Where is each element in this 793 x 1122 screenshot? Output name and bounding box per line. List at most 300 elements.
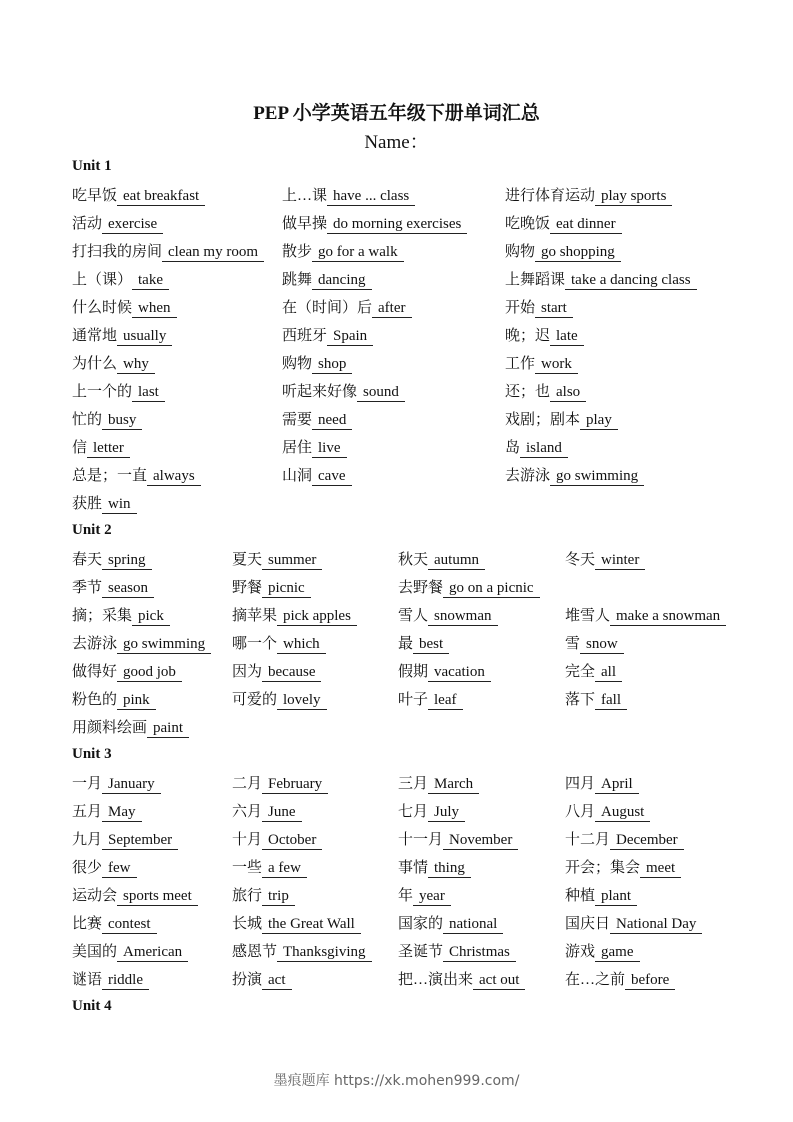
english-word: always — [147, 467, 201, 486]
chinese-term: 最 — [398, 636, 414, 652]
english-word: March — [428, 775, 479, 794]
vocab-entry — [72, 606, 170, 626]
vocab-entry — [72, 410, 142, 430]
vocab-entry — [398, 662, 491, 682]
chinese-term: 吃晚饭 — [505, 216, 551, 232]
vocab-entry — [72, 886, 198, 906]
vocab-row — [0, 802, 793, 822]
vocab-entry — [565, 886, 637, 906]
vocab-entry — [398, 942, 516, 962]
chinese-term: 季节 — [72, 580, 103, 596]
english-word: National Day — [610, 915, 702, 934]
vocab-entry — [565, 858, 681, 878]
english-word: contest — [102, 915, 157, 934]
vocab-entry — [232, 690, 327, 710]
vocab-row — [0, 718, 793, 738]
vocab-entry — [72, 550, 152, 570]
english-word: spring — [102, 551, 152, 570]
vocab-entry — [565, 662, 622, 682]
vocab-row — [0, 858, 793, 878]
vocab-entry — [398, 690, 463, 710]
english-word: go on a picnic — [443, 579, 540, 598]
vocab-entry — [505, 466, 644, 486]
vocab-row — [0, 942, 793, 962]
chinese-term: 长城 — [232, 916, 263, 932]
chinese-term: 打扫我的房间 — [72, 244, 163, 260]
chinese-term: 吃早饭 — [72, 188, 118, 204]
chinese-term: 去游泳 — [72, 636, 118, 652]
vocab-entry — [72, 774, 161, 794]
chinese-term: 叶子 — [398, 692, 429, 708]
vocab-row — [0, 886, 793, 906]
chinese-term: 三月 — [398, 776, 429, 792]
english-word: go swimming — [117, 635, 211, 654]
english-word: April — [595, 775, 639, 794]
chinese-term: 开会；集会 — [565, 860, 641, 876]
english-word: act out — [473, 971, 525, 990]
english-word: because — [262, 663, 321, 682]
english-word: autumn — [428, 551, 485, 570]
vocab-entry — [282, 382, 405, 402]
chinese-term: 购物 — [282, 356, 313, 372]
chinese-term: 九月 — [72, 832, 103, 848]
vocab-entry — [282, 242, 404, 262]
vocab-entry — [398, 550, 485, 570]
english-word: August — [595, 803, 650, 822]
chinese-term: 需要 — [282, 412, 313, 428]
vocab-row — [0, 662, 793, 682]
english-word: February — [262, 775, 328, 794]
vocab-entry — [72, 270, 169, 290]
english-word: July — [428, 803, 465, 822]
vocab-entry — [232, 886, 295, 906]
chinese-term: 十一月 — [398, 832, 444, 848]
chinese-term: 种植 — [565, 888, 596, 904]
chinese-term: 上一个的 — [72, 384, 133, 400]
chinese-term: 进行体育运动 — [505, 188, 596, 204]
chinese-term: 工作 — [505, 356, 536, 372]
vocab-row — [0, 634, 793, 654]
english-word: pick apples — [277, 607, 357, 626]
vocab-entry — [232, 970, 292, 990]
chinese-term: 谜语 — [72, 972, 103, 988]
chinese-term: 可爱的 — [232, 692, 278, 708]
vocab-row — [0, 606, 793, 626]
english-word: January — [102, 775, 161, 794]
english-word: start — [535, 299, 573, 318]
vocab-entry — [565, 550, 645, 570]
vocab-row — [0, 382, 793, 402]
chinese-term: 圣诞节 — [398, 944, 444, 960]
vocab-entry — [505, 354, 578, 374]
vocab-entry — [72, 942, 188, 962]
vocab-entry — [72, 970, 149, 990]
vocab-entry — [232, 578, 311, 598]
chinese-term: 为什么 — [72, 356, 118, 372]
vocab-row — [0, 410, 793, 430]
english-word: work — [535, 355, 578, 374]
vocab-entry — [565, 914, 702, 934]
english-word: best — [413, 635, 449, 654]
chinese-term: 假期 — [398, 664, 429, 680]
english-word: winter — [595, 551, 645, 570]
chinese-term: 通常地 — [72, 328, 118, 344]
vocab-entry — [72, 494, 137, 514]
english-word: dancing — [312, 271, 371, 290]
vocab-row — [0, 214, 793, 234]
chinese-term: 摘；采集 — [72, 608, 133, 624]
chinese-term: 四月 — [565, 776, 596, 792]
vocab-row — [0, 354, 793, 374]
english-word: leaf — [428, 691, 462, 710]
vocab-entry — [398, 914, 503, 934]
english-word: when — [132, 299, 177, 318]
chinese-term: 信 — [72, 440, 88, 456]
chinese-term: 堆雪人 — [565, 608, 611, 624]
vocab-entry — [232, 606, 357, 626]
english-word: riddle — [102, 971, 149, 990]
english-word: season — [102, 579, 154, 598]
english-word: sound — [357, 383, 405, 402]
english-word: a few — [262, 859, 307, 878]
english-word: Christmas — [443, 943, 516, 962]
vocab-row — [0, 298, 793, 318]
english-word: take a dancing class — [565, 271, 697, 290]
chinese-term: 活动 — [72, 216, 103, 232]
vocab-entry — [282, 270, 372, 290]
english-word: eat breakfast — [117, 187, 205, 206]
english-word: eat dinner — [550, 215, 622, 234]
english-word: game — [595, 943, 639, 962]
vocab-entry — [505, 214, 622, 234]
chinese-term: 七月 — [398, 804, 429, 820]
footer-watermark: 墨痕题库 https://xk.mohen999.com/ — [273, 1073, 520, 1089]
vocab-entry — [232, 830, 322, 850]
english-word: usually — [117, 327, 172, 346]
vocab-row — [0, 494, 793, 514]
english-word: plant — [595, 887, 637, 906]
english-word: go shopping — [535, 243, 621, 262]
unit-heading: Unit 4 — [72, 998, 112, 1014]
chinese-term: 比赛 — [72, 916, 103, 932]
vocab-row — [0, 578, 793, 598]
vocab-entry — [72, 326, 172, 346]
english-word: pick — [132, 607, 170, 626]
english-word: year — [413, 887, 451, 906]
chinese-term: 忙的 — [72, 412, 103, 428]
chinese-term: 因为 — [232, 664, 263, 680]
english-word: lovely — [277, 691, 327, 710]
english-word: play sports — [595, 187, 672, 206]
chinese-term: 用颜料绘画 — [72, 720, 148, 736]
chinese-term: 冬天 — [565, 552, 596, 568]
vocab-row — [0, 970, 793, 990]
vocab-entry — [72, 242, 264, 262]
chinese-term: 野餐 — [232, 580, 263, 596]
vocab-entry — [72, 214, 163, 234]
vocab-entry — [232, 550, 322, 570]
english-word: make a snowman — [610, 607, 726, 626]
unit-heading: Unit 1 — [72, 158, 112, 174]
vocab-entry — [505, 242, 621, 262]
chinese-term: 戏剧；剧本 — [505, 412, 581, 428]
vocab-entry — [565, 690, 627, 710]
vocab-entry — [232, 942, 372, 962]
chinese-term: 什么时候 — [72, 300, 133, 316]
english-word: the Great Wall — [262, 915, 361, 934]
chinese-term: 听起来好像 — [282, 384, 358, 400]
vocab-entry — [505, 382, 586, 402]
english-word: snowman — [428, 607, 498, 626]
chinese-term: 完全 — [565, 664, 596, 680]
chinese-term: 八月 — [565, 804, 596, 820]
english-word: December — [610, 831, 684, 850]
vocab-entry — [565, 942, 640, 962]
chinese-term: 运动会 — [72, 888, 118, 904]
vocab-entry — [72, 438, 130, 458]
english-word: act — [262, 971, 291, 990]
chinese-term: 国家的 — [398, 916, 444, 932]
vocab-entry — [565, 774, 639, 794]
chinese-term: 获胜 — [72, 496, 103, 512]
vocab-entry — [565, 970, 675, 990]
chinese-term: 夏天 — [232, 552, 263, 568]
vocab-entry — [72, 802, 142, 822]
english-word: also — [550, 383, 586, 402]
english-word: live — [312, 439, 347, 458]
vocab-entry — [398, 970, 525, 990]
chinese-term: 粉色的 — [72, 692, 118, 708]
vocab-entry — [72, 298, 177, 318]
english-word: picnic — [262, 579, 311, 598]
chinese-term: 晚；迟 — [505, 328, 551, 344]
english-word: few — [102, 859, 137, 878]
chinese-term: 摘苹果 — [232, 608, 278, 624]
vocab-entry — [72, 914, 157, 934]
chinese-term: 春天 — [72, 552, 103, 568]
vocab-entry — [72, 578, 154, 598]
vocab-entry — [282, 354, 352, 374]
vocab-entry — [232, 634, 326, 654]
english-word: meet — [640, 859, 681, 878]
chinese-term: 一些 — [232, 860, 263, 876]
english-word: do morning exercises — [327, 215, 467, 234]
chinese-term: 一月 — [72, 776, 103, 792]
chinese-term: 感恩节 — [232, 944, 278, 960]
vocab-entry — [282, 410, 352, 430]
vocab-entry — [505, 438, 568, 458]
vocab-entry — [505, 326, 584, 346]
english-word: national — [443, 915, 503, 934]
english-word: fall — [595, 691, 627, 710]
english-word: why — [117, 355, 155, 374]
vocab-row — [0, 466, 793, 486]
vocab-entry — [232, 802, 302, 822]
chinese-term: 事情 — [398, 860, 429, 876]
vocab-row — [0, 186, 793, 206]
vocab-entry — [232, 774, 328, 794]
english-word: American — [117, 943, 188, 962]
page-title: PEP 小学英语五年级下册单词汇总 — [253, 103, 540, 124]
english-word: clean my room — [162, 243, 264, 262]
vocab-entry — [398, 774, 479, 794]
english-word: pink — [117, 691, 156, 710]
chinese-term: 在（时间）后 — [282, 300, 373, 316]
english-word: summer — [262, 551, 322, 570]
english-word: thing — [428, 859, 471, 878]
vocab-entry — [232, 662, 321, 682]
english-word: sports meet — [117, 887, 198, 906]
english-word: exercise — [102, 215, 163, 234]
chinese-term: 山洞 — [282, 468, 313, 484]
vocab-row — [0, 242, 793, 262]
vocab-entry — [505, 410, 618, 430]
chinese-term: 做得好 — [72, 664, 118, 680]
chinese-term: 西班牙 — [282, 328, 328, 344]
chinese-term: 秋天 — [398, 552, 429, 568]
chinese-term: 雪人 — [398, 608, 429, 624]
chinese-term: 开始 — [505, 300, 536, 316]
unit-heading: Unit 3 — [72, 746, 112, 762]
chinese-term: 六月 — [232, 804, 263, 820]
chinese-term: 十二月 — [565, 832, 611, 848]
chinese-term: 做早操 — [282, 216, 328, 232]
english-word: October — [262, 831, 322, 850]
vocab-entry — [232, 858, 307, 878]
english-word: play — [580, 411, 618, 430]
chinese-term: 二月 — [232, 776, 263, 792]
vocab-entry — [398, 802, 465, 822]
chinese-term: 岛 — [505, 440, 521, 456]
english-word: snow — [580, 635, 624, 654]
english-word: busy — [102, 411, 142, 430]
chinese-term: 美国的 — [72, 944, 118, 960]
english-word: good job — [117, 663, 182, 682]
vocab-entry — [72, 662, 182, 682]
chinese-term: 居住 — [282, 440, 313, 456]
english-word: trip — [262, 887, 295, 906]
english-word: take — [132, 271, 169, 290]
english-word: November — [443, 831, 518, 850]
english-word: go for a walk — [312, 243, 404, 262]
vocab-entry — [232, 914, 361, 934]
english-word: vacation — [428, 663, 491, 682]
vocab-entry — [282, 438, 347, 458]
english-word: island — [520, 439, 568, 458]
vocab-entry — [282, 214, 467, 234]
vocab-entry — [282, 326, 373, 346]
vocab-entry — [505, 270, 697, 290]
vocab-entry — [282, 186, 415, 206]
vocab-entry — [505, 186, 672, 206]
vocab-entry — [282, 466, 352, 486]
chinese-term: 散步 — [282, 244, 313, 260]
english-word: shop — [312, 355, 352, 374]
english-word: before — [625, 971, 675, 990]
chinese-term: 五月 — [72, 804, 103, 820]
english-word: letter — [87, 439, 130, 458]
chinese-term: 雪 — [565, 636, 581, 652]
chinese-term: 跳舞 — [282, 272, 313, 288]
chinese-term: 把…演出来 — [398, 972, 474, 988]
english-word: May — [102, 803, 142, 822]
english-word: which — [277, 635, 326, 654]
vocab-entry — [398, 578, 540, 598]
vocab-entry — [72, 690, 156, 710]
chinese-term: 哪一个 — [232, 636, 278, 652]
chinese-term: 年 — [398, 888, 414, 904]
vocab-entry — [565, 634, 624, 654]
chinese-term: 十月 — [232, 832, 263, 848]
vocab-entry — [72, 718, 189, 738]
english-word: Thanksgiving — [277, 943, 372, 962]
chinese-term: 很少 — [72, 860, 103, 876]
vocab-entry — [565, 830, 684, 850]
vocab-row — [0, 830, 793, 850]
chinese-term: 旅行 — [232, 888, 263, 904]
chinese-term: 落下 — [565, 692, 596, 708]
chinese-term: 上…课 — [282, 188, 328, 204]
vocab-entry — [398, 606, 498, 626]
vocab-entry — [565, 606, 726, 626]
vocab-entry — [72, 830, 178, 850]
vocab-row — [0, 270, 793, 290]
vocab-entry — [398, 858, 471, 878]
english-word: win — [102, 495, 137, 514]
chinese-term: 在…之前 — [565, 972, 626, 988]
english-word: have ... class — [327, 187, 415, 206]
chinese-term: 去野餐 — [398, 580, 444, 596]
unit-heading: Unit 2 — [72, 522, 112, 538]
vocab-row — [0, 914, 793, 934]
english-word: paint — [147, 719, 189, 738]
chinese-term: 还；也 — [505, 384, 551, 400]
vocab-row — [0, 690, 793, 710]
english-word: late — [550, 327, 584, 346]
vocab-row — [0, 438, 793, 458]
vocab-row — [0, 326, 793, 346]
vocab-row — [0, 774, 793, 794]
vocab-entry — [398, 886, 451, 906]
chinese-term: 国庆日 — [565, 916, 611, 932]
chinese-term: 上舞蹈课 — [505, 272, 566, 288]
vocab-entry — [72, 466, 201, 486]
vocab-entry — [505, 298, 573, 318]
chinese-term: 去游泳 — [505, 468, 551, 484]
chinese-term: 游戏 — [565, 944, 596, 960]
english-word: cave — [312, 467, 351, 486]
vocab-row — [0, 550, 793, 570]
vocab-entry — [72, 382, 165, 402]
vocab-entry — [72, 858, 137, 878]
english-word: after — [372, 299, 411, 318]
vocab-entry — [72, 634, 211, 654]
english-word: June — [262, 803, 302, 822]
chinese-term: 购物 — [505, 244, 536, 260]
vocab-entry — [398, 830, 518, 850]
english-word: Spain — [327, 327, 373, 346]
vocab-entry — [565, 802, 650, 822]
vocab-entry — [72, 186, 205, 206]
english-word: all — [595, 663, 622, 682]
vocab-entry — [398, 634, 449, 654]
english-word: last — [132, 383, 165, 402]
chinese-term: 总是；一直 — [72, 468, 148, 484]
chinese-term: 上（课） — [72, 272, 133, 288]
vocab-entry — [282, 298, 412, 318]
chinese-term: 扮演 — [232, 972, 263, 988]
english-word: go swimming — [550, 467, 644, 486]
